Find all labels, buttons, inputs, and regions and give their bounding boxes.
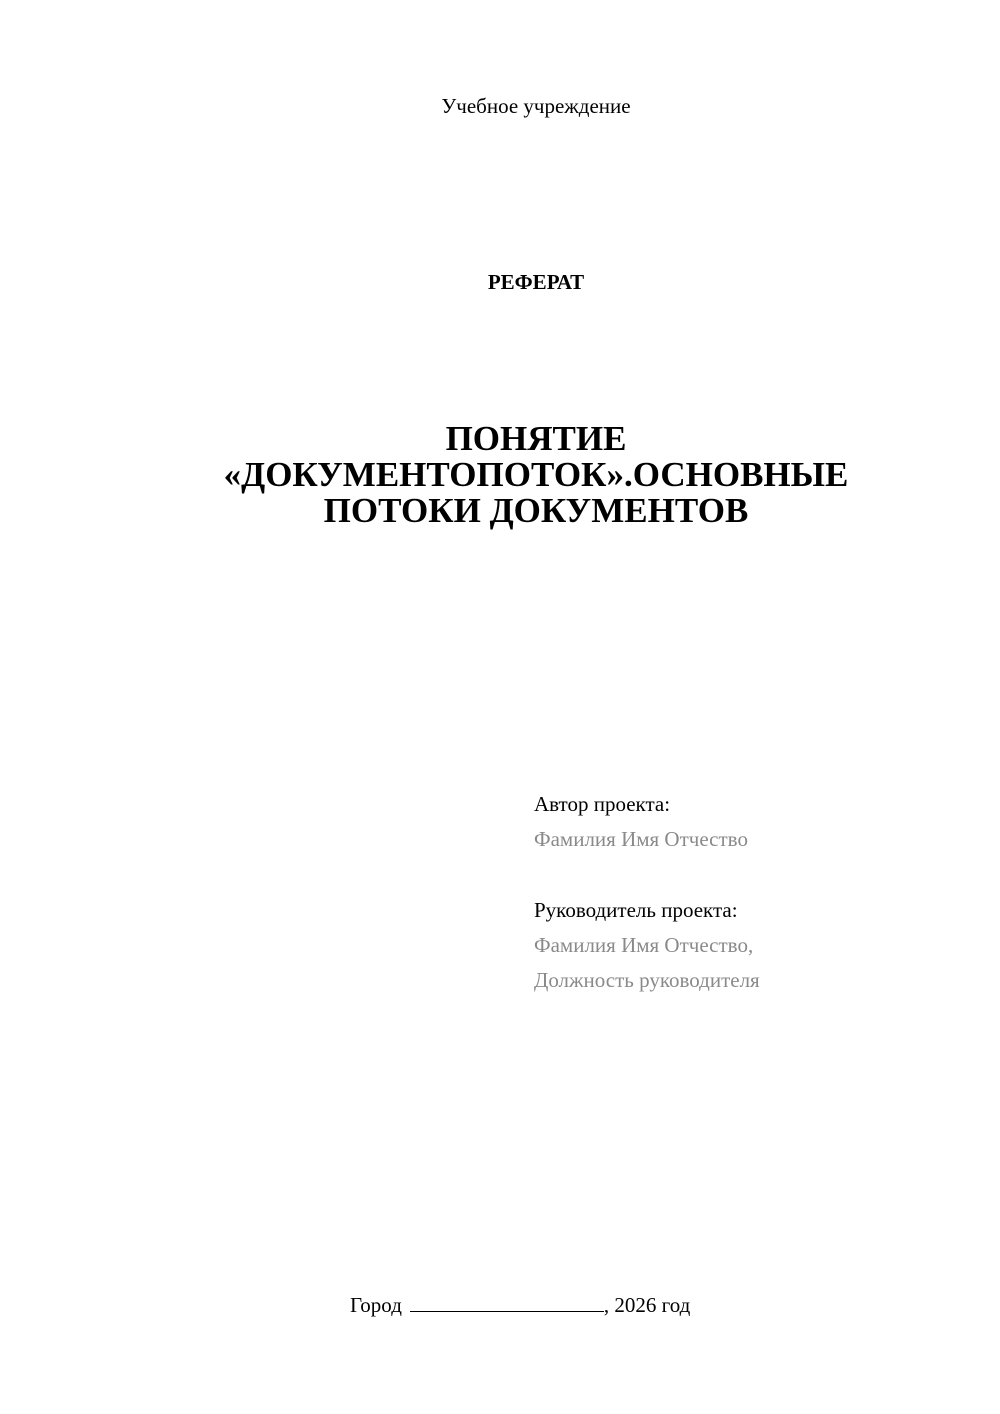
author-label: Автор проекта: [534, 792, 671, 816]
institution-name: Учебное учреждение [441, 94, 631, 118]
supervisor-label: Руководитель проекта: [534, 898, 738, 922]
city-label: Город [350, 1293, 402, 1317]
title-line: ПОТОКИ ДОКУМЕНТОВ [323, 491, 749, 530]
title-line: ПОНЯТИЕ [445, 419, 627, 458]
supervisor-position-placeholder: Должность руководителя [534, 968, 760, 992]
city-blank-line [410, 1291, 604, 1312]
document-type: РЕФЕРАТ [487, 270, 585, 294]
title-line: «ДОКУМЕНТОПОТОК».ОСНОВНЫЕ [223, 455, 849, 494]
document-title [0, 421, 1000, 529]
author-block [534, 787, 974, 857]
author-name-placeholder: Фамилия Имя Отчество [534, 827, 748, 851]
city-year-line [350, 1290, 690, 1320]
supervisor-block [534, 893, 974, 998]
supervisor-name-placeholder: Фамилия Имя Отчество, [534, 933, 754, 957]
year-text: , 2026 год [603, 1293, 691, 1317]
